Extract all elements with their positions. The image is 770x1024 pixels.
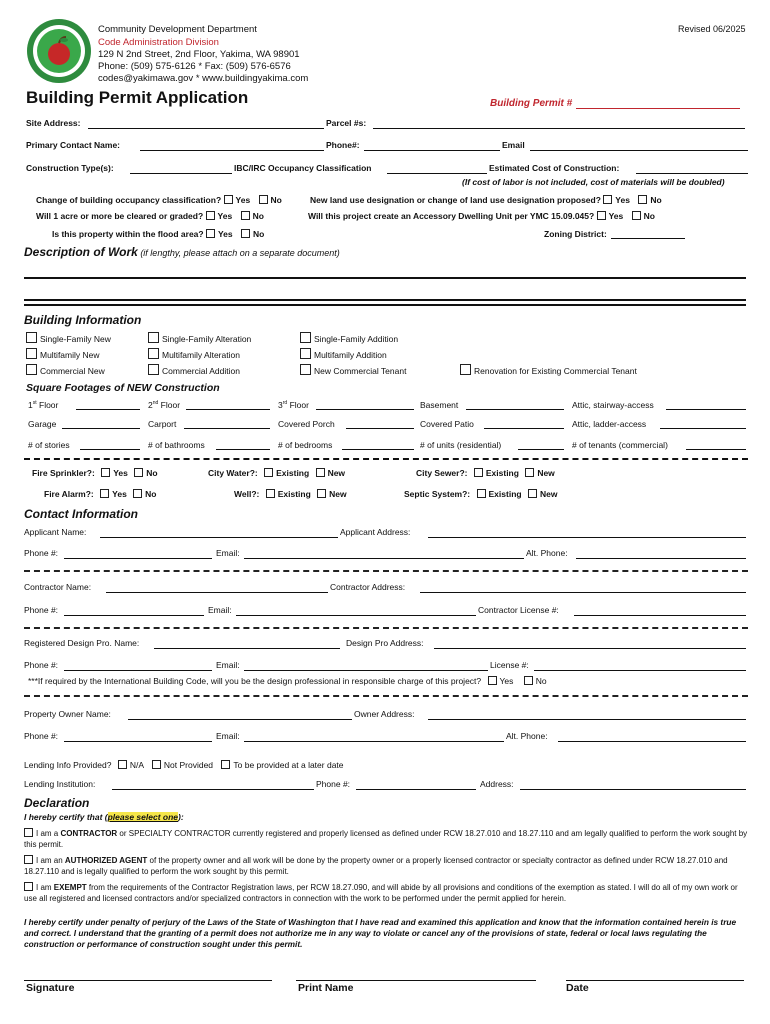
sprinkler-row: Fire Sprinkler?: Yes No — [32, 468, 158, 478]
ibc-design-question: ***If required by the International Building Code, will you be the design professional in responsible charge of this project? Yes No — [28, 676, 547, 686]
basement-label: Basement — [420, 400, 459, 410]
landuse-yes-checkbox[interactable] — [603, 195, 612, 204]
design-address-field[interactable] — [434, 648, 746, 649]
owner-address-field[interactable] — [428, 719, 746, 720]
units-label: # of units (residential) — [420, 440, 502, 450]
form-title: Building Permit Application — [26, 88, 249, 107]
contractor-phone-label: Phone #: — [24, 605, 59, 615]
office-phone-fax: Phone: (509) 575-6126 * Fax: (509) 576-6576 — [98, 61, 291, 72]
water-row: City Water?: Existing New — [208, 468, 346, 478]
floor1-label: 1st Floor — [28, 400, 59, 410]
building-info-heading: Building Information — [24, 313, 142, 327]
ibc-field[interactable] — [387, 173, 487, 174]
owner-phone-label: Phone #: — [24, 731, 59, 741]
bedrooms-field[interactable] — [342, 449, 414, 450]
revised-date: Revised 06/2025 — [678, 24, 746, 34]
site-address-label: Site Address: — [26, 118, 81, 128]
sewer-existing-checkbox[interactable] — [474, 468, 483, 477]
alarm-no-checkbox[interactable] — [133, 489, 142, 498]
ibc-label: IBC/IRC Occupancy Classification — [234, 163, 372, 173]
option-mf-new[interactable]: Multifamily New — [26, 348, 100, 360]
well-new-checkbox[interactable] — [317, 489, 326, 498]
certify-statement: I hereby certify that (please select one): — [24, 812, 184, 822]
construction-type-label: Construction Type(s): — [26, 163, 114, 173]
contractor-address-field[interactable] — [420, 592, 746, 593]
water-existing-checkbox[interactable] — [264, 468, 273, 477]
owner-alt-phone-field[interactable] — [558, 741, 746, 742]
divider-1 — [24, 570, 748, 572]
permit-number-field[interactable] — [576, 108, 740, 109]
owner-email-field[interactable] — [244, 741, 504, 742]
applicant-address-label: Applicant Address: — [340, 527, 411, 537]
option-sf-addition[interactable]: Single-Family Addition — [300, 332, 398, 344]
sqft-heading: Square Footages of NEW Construction — [26, 382, 220, 394]
owner-phone-field[interactable] — [64, 741, 212, 742]
office-email-web: codes@yakimawa.gov * www.buildingyakima.com — [98, 73, 309, 84]
stories-label: # of stories — [28, 440, 70, 450]
acre-no-checkbox[interactable] — [241, 211, 250, 220]
floor3-field[interactable] — [316, 409, 414, 410]
contractor-address-label: Contractor Address: — [330, 582, 406, 592]
design-email-field[interactable] — [244, 670, 488, 671]
print-name-label: Print Name — [298, 982, 354, 994]
parcel-label: Parcel #s: — [326, 118, 367, 128]
attic-stair-field[interactable] — [666, 409, 746, 410]
flood-no-checkbox[interactable] — [241, 229, 250, 238]
well-existing-checkbox[interactable] — [266, 489, 275, 498]
option-mf-addition[interactable]: Multifamily Addition — [300, 348, 387, 360]
owner-address-label: Owner Address: — [354, 709, 415, 719]
design-name-field[interactable] — [154, 648, 340, 649]
landuse-no-checkbox[interactable] — [638, 195, 647, 204]
applicant-email-label: Email: — [216, 548, 240, 558]
porch-label: Covered Porch — [278, 419, 335, 429]
acre-yes-checkbox[interactable] — [206, 211, 215, 220]
applicant-address-field[interactable] — [428, 537, 746, 538]
flood-yes-checkbox[interactable] — [206, 229, 215, 238]
floor2-label: 2nd Floor — [148, 400, 181, 410]
zoning-label: Zoning District: — [544, 229, 607, 239]
septic-row: Septic System?: Existing New — [404, 489, 558, 499]
units-field[interactable] — [518, 449, 564, 450]
applicant-name-field[interactable] — [100, 537, 338, 538]
occupancy-question: Change of building occupancy classification? Yes No — [36, 195, 282, 205]
lending-later-checkbox[interactable] — [221, 760, 230, 769]
declaration-heading: Declaration — [24, 796, 90, 810]
owner-name-label: Property Owner Name: — [24, 709, 111, 719]
lending-not-provided-checkbox[interactable] — [152, 760, 161, 769]
parcel-field[interactable] — [373, 128, 745, 129]
site-address-field[interactable] — [88, 128, 324, 129]
design-name-label: Registered Design Pro. Name: — [24, 638, 140, 648]
applicant-email-field[interactable] — [244, 558, 524, 559]
option-new-tenant[interactable]: New Commercial Tenant — [300, 364, 406, 376]
contractor-phone-field[interactable] — [64, 615, 204, 616]
contact-phone-field[interactable] — [364, 150, 500, 151]
option-comm-new[interactable]: Commercial New — [26, 364, 105, 376]
bedrooms-label: # of bedrooms — [278, 440, 333, 450]
applicant-alt-phone-label: Alt. Phone: — [526, 548, 568, 558]
contractor-name-field[interactable] — [106, 592, 328, 593]
sprinkler-yes-checkbox[interactable] — [101, 468, 110, 477]
divider-utilities — [24, 458, 748, 460]
cost-note: (If cost of labor is not included, cost of materials will be doubled) — [462, 177, 725, 187]
porch-field[interactable] — [346, 428, 414, 429]
contractor-name-label: Contractor Name: — [24, 582, 92, 592]
contact-email-field[interactable] — [530, 150, 748, 151]
contact-heading: Contact Information — [24, 507, 138, 521]
lending-institution-field[interactable] — [112, 789, 314, 790]
water-new-checkbox[interactable] — [316, 468, 325, 477]
stories-field[interactable] — [80, 449, 140, 450]
primary-contact-field[interactable] — [140, 150, 324, 151]
basement-field[interactable] — [466, 409, 564, 410]
division-name: Code Administration Division — [98, 37, 219, 48]
garage-label: Garage — [28, 419, 57, 429]
floor3-label: 3rd Floor — [278, 400, 309, 410]
alarm-row: Fire Alarm?: Yes No — [44, 489, 157, 499]
acre-question: Will 1 acre or more be cleared or graded? Yes No — [36, 211, 264, 221]
lending-institution-label: Lending Institution: — [24, 779, 96, 789]
perjury-statement: I hereby certify under penalty of perjury of the Laws of the State of Washington that I have read and examined this application and know that the information contained herein is true and correct. I understand that the granting of a permit does not authorize me in any way to violate or cancel any of the provisions of state, federal or local laws regulating the construction or performance of construction sought under this permit. — [24, 917, 737, 949]
sewer-new-checkbox[interactable] — [525, 468, 534, 477]
option-contractor[interactable]: I am a CONTRACTOR or SPECIALTY CONTRACTOR currently registered and properly licensed as defined under RCW 18.27.010 and 18.27.110 and am legally qualified to perform the work sought by this permit. — [24, 829, 748, 849]
date-label: Date — [566, 982, 589, 994]
description-line-2[interactable] — [24, 299, 746, 301]
design-email-label: Email: — [216, 660, 240, 670]
garage-field[interactable] — [62, 428, 140, 429]
divider-3 — [24, 695, 748, 697]
well-row: Well?: Existing New — [234, 489, 347, 499]
print-name-field[interactable] — [296, 980, 536, 981]
bathrooms-field[interactable] — [216, 449, 270, 450]
applicant-name-label: Applicant Name: — [24, 527, 87, 537]
adu-question: Will this project create an Accessory Dwelling Unit per YMC 15.09.045? Yes No — [308, 211, 655, 221]
zoning-field[interactable] — [611, 238, 685, 239]
option-sf-alteration[interactable]: Single-Family Alteration — [148, 332, 251, 344]
carport-field[interactable] — [184, 428, 270, 429]
contractor-license-label: Contractor License #: — [478, 605, 559, 615]
occupancy-no-checkbox[interactable] — [259, 195, 268, 204]
attic-ladder-field[interactable] — [660, 428, 746, 429]
signature-field[interactable] — [24, 980, 272, 981]
applicant-alt-phone-field[interactable] — [576, 558, 746, 559]
attic-ladder-label: Attic, ladder-access — [572, 419, 647, 429]
occupancy-yes-checkbox[interactable] — [224, 195, 233, 204]
tenants-label: # of tenants (commercial) — [572, 440, 668, 450]
owner-email-label: Email: — [216, 731, 240, 741]
sprinkler-no-checkbox[interactable] — [134, 468, 143, 477]
patio-field[interactable] — [484, 428, 564, 429]
description-line-1[interactable] — [24, 277, 746, 279]
divider-2 — [24, 627, 748, 629]
date-field[interactable] — [566, 980, 744, 981]
contact-phone-label: Phone#: — [326, 140, 360, 150]
option-comm-addition[interactable]: Commercial Addition — [148, 364, 240, 376]
description-heading: Description of Work (if lengthy, please attach on a separate document) — [24, 245, 340, 259]
septic-existing-checkbox[interactable] — [477, 489, 486, 498]
option-renovation-tenant[interactable]: Renovation for Existing Commercial Tenant — [460, 364, 637, 376]
patio-label: Covered Patio — [420, 419, 474, 429]
lending-phone-label: Phone #: — [316, 779, 351, 789]
ibc-yes-checkbox[interactable] — [488, 676, 497, 685]
permit-number-label: Building Permit # — [490, 98, 573, 109]
contact-email-label: Email — [502, 140, 525, 150]
adu-yes-checkbox[interactable] — [597, 211, 606, 220]
design-address-label: Design Pro Address: — [346, 638, 424, 648]
signature-label: Signature — [26, 982, 75, 994]
primary-contact-label: Primary Contact Name: — [26, 140, 121, 150]
flood-question: Is this property within the flood area? Yes No — [52, 229, 265, 239]
construction-type-field[interactable] — [130, 173, 232, 174]
est-cost-label: Estimated Cost of Construction: — [489, 163, 620, 173]
lending-phone-field[interactable] — [356, 789, 476, 790]
office-address: 129 N 2nd Street, 2nd Floor, Yakima, WA 98901 — [98, 49, 300, 60]
option-exempt[interactable]: I am EXEMPT from the requirements of the Contractor Registration laws, per RCW 18.27.090, and will abide by all provisions and conditions of the exemption as stated. I will do all of my own work or use all registered and licensed contractors and/or specialized contractors in connection with the work to be performed under the permit applied for herein. — [24, 883, 738, 903]
floor2-field[interactable] — [186, 409, 270, 410]
contractor-email-field[interactable] — [236, 615, 476, 616]
lending-provided-row: Lending Info Provided? N/A Not Provided To be provided at a later date — [24, 760, 344, 770]
design-license-field[interactable] — [534, 670, 746, 671]
owner-alt-phone-label: Alt. Phone: — [506, 731, 548, 741]
option-mf-alteration[interactable]: Multifamily Alteration — [148, 348, 240, 360]
description-line-3[interactable] — [24, 304, 746, 306]
bathrooms-label: # of bathrooms — [148, 440, 205, 450]
option-authorized-agent[interactable]: I am an AUTHORIZED AGENT of the property owner and all work will be done by the property owner or a properly licensed contractor or specialty contractor as defined under RCW 18.27.010 and 18.27.110 and is legally qualified to perform the work sought by this permit. — [24, 856, 728, 876]
tenants-field[interactable] — [686, 449, 746, 450]
dept-name: Community Development Department — [98, 24, 257, 35]
floor1-field[interactable] — [76, 409, 140, 410]
owner-name-field[interactable] — [128, 719, 352, 720]
attic-stair-label: Attic, stairway-access — [572, 400, 654, 410]
lending-address-field[interactable] — [520, 789, 746, 790]
applicant-phone-label: Phone #: — [24, 548, 59, 558]
adu-no-checkbox[interactable] — [632, 211, 641, 220]
est-cost-field[interactable] — [636, 173, 748, 174]
alarm-yes-checkbox[interactable] — [100, 489, 109, 498]
option-sf-new[interactable]: Single-Family New — [26, 332, 111, 344]
septic-new-checkbox[interactable] — [528, 489, 537, 498]
sewer-row: City Sewer?: Existing New — [416, 468, 555, 478]
contractor-email-label: Email: — [208, 605, 232, 615]
design-license-label: License #: — [490, 660, 529, 670]
lending-address-label: Address: — [480, 779, 514, 789]
applicant-phone-field[interactable] — [64, 558, 212, 559]
design-phone-label: Phone #: — [24, 660, 59, 670]
ibc-no-checkbox[interactable] — [524, 676, 533, 685]
design-phone-field[interactable] — [64, 670, 212, 671]
carport-label: Carport — [148, 419, 177, 429]
lending-na-checkbox[interactable] — [118, 760, 127, 769]
landuse-question: New land use designation or change of land use designation proposed? Yes No — [310, 195, 662, 205]
contractor-license-field[interactable] — [574, 615, 746, 616]
city-seal-logo — [26, 18, 92, 86]
